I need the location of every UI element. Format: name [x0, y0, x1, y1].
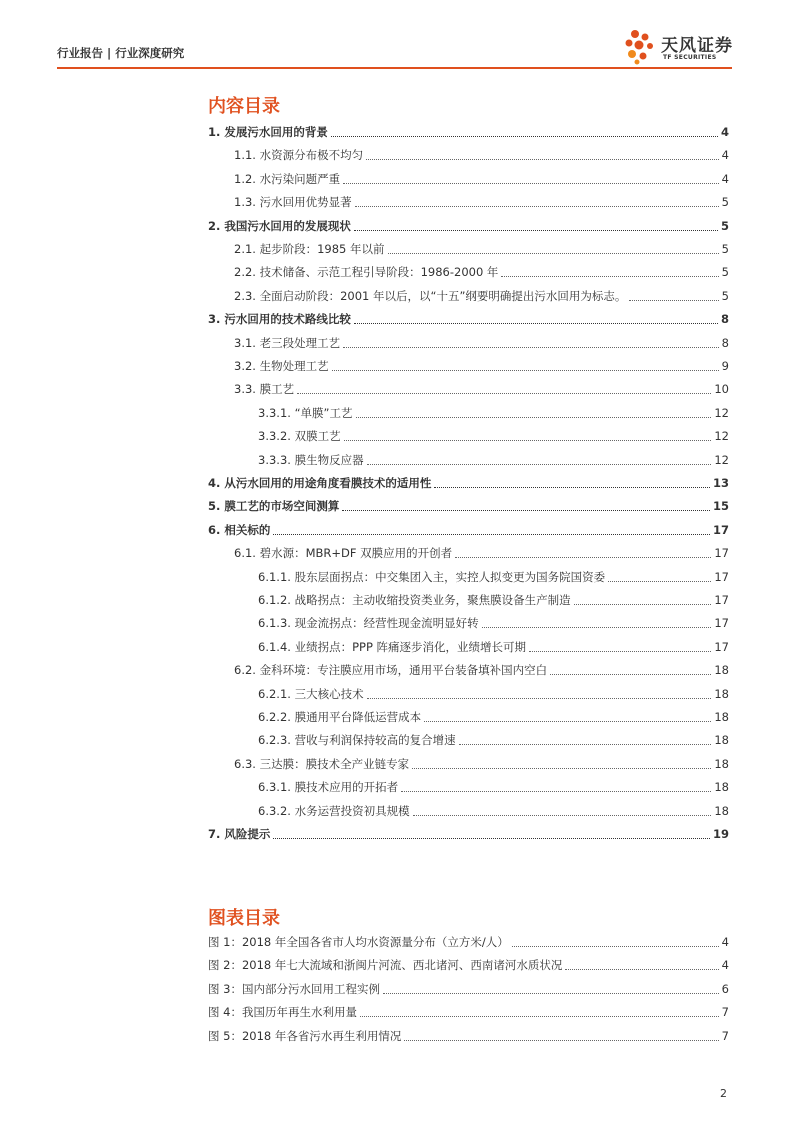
toc-leader-dots — [434, 487, 710, 488]
toc-entry[interactable] — [258, 709, 729, 725]
toc-entry-label: 6.1.1. 股东层面拐点：中交集团入主，实控人拟变更为国务院国资委 — [258, 569, 606, 584]
toc-entry-page: 12 — [714, 429, 729, 444]
toc-leader-dots — [501, 276, 718, 277]
toc-leader-dots — [332, 370, 719, 371]
toc-entry-page: 8 — [720, 312, 729, 327]
toc-entry[interactable] — [258, 732, 729, 748]
toc-entry-page: 12 — [714, 405, 729, 420]
figure-entry-page: 4 — [721, 958, 729, 973]
figure-leader-dots — [565, 969, 718, 970]
figure-entry-label: 图 4：我国历年再生水利用量 — [208, 1005, 357, 1020]
toc-entry-label: 6.1.4. 业绩拐点：PPP 阵痛逐步消化，业绩增长可期 — [258, 639, 527, 654]
figure-entry[interactable] — [208, 981, 729, 997]
toc-entry-page: 17 — [714, 616, 729, 631]
toc-leader-dots — [482, 627, 712, 628]
toc-entry-page: 17 — [714, 593, 729, 607]
toc-entry[interactable] — [234, 171, 729, 187]
toc-entry[interactable] — [234, 288, 729, 304]
toc-entry[interactable] — [258, 405, 729, 421]
logo-name: 天风证券 — [661, 36, 733, 56]
toc-entry[interactable] — [234, 381, 729, 397]
toc-entry-page: 13 — [712, 476, 729, 490]
toc-entry-label: 3.3.2. 双膜工艺 — [258, 429, 341, 444]
toc-entry-label: 2.1. 起步阶段：1985 年以前 — [234, 242, 385, 256]
toc-entry-page: 4 — [721, 171, 729, 186]
company-logo — [623, 28, 733, 66]
figure-leader-dots — [404, 1040, 718, 1041]
toc-leader-dots — [529, 651, 711, 652]
toc-leader-dots — [413, 815, 712, 816]
toc-entry[interactable] — [234, 545, 729, 561]
toc-entry-label: 6. 相关标的 — [208, 522, 271, 537]
toc-entry-label: 7. 风险提示 — [208, 827, 271, 841]
toc-leader-dots — [608, 581, 711, 582]
toc-entry[interactable] — [258, 615, 729, 631]
toc-entry-page: 4 — [721, 148, 729, 163]
toc-leader-dots — [412, 768, 711, 769]
toc-entry-label: 6.3. 三达膜：膜技术全产业链专家 — [234, 756, 410, 771]
figure-entry-label: 图 3：国内部分污水回用工程实例 — [208, 981, 380, 996]
toc-leader-dots — [343, 347, 719, 348]
toc-entry-page: 17 — [714, 546, 729, 561]
toc-entry-label: 5. 膜工艺的市场空间测算 — [208, 499, 340, 514]
toc-entry-page: 8 — [721, 335, 729, 350]
toc-entry-page: 5 — [721, 265, 729, 280]
toc-entry-page: 10 — [714, 382, 729, 397]
toc-entry-label: 6.1.3. 现金流拐点：经营性现金流明显好转 — [258, 616, 479, 631]
header-divider — [57, 67, 732, 69]
header-breadcrumb: 行业报告 | 行业深度研究 — [57, 46, 185, 60]
toc-entry-label: 3. 污水回用的技术路线比较 — [208, 312, 351, 327]
toc-entry[interactable] — [234, 335, 729, 351]
toc-entry-label: 1.2. 水污染问题严重 — [234, 171, 341, 186]
figure-entry-page: 4 — [721, 935, 729, 949]
toc-leader-dots — [401, 791, 711, 792]
toc-entry-label: 3.1. 老三段处理工艺 — [234, 335, 341, 350]
figure-entry-page: 7 — [721, 1005, 729, 1020]
toc-entry-label: 6.1. 碧水源：MBR+DF 双膜应用的开创者 — [234, 546, 453, 561]
toc-entry-label: 4. 从污水回用的用途角度看膜技术的适用性 — [208, 476, 432, 490]
toc-entry-label: 2. 我国污水回用的发展现状 — [208, 218, 351, 233]
toc-entry-page: 17 — [714, 639, 729, 654]
toc-entry-label: 6.2.3. 营收与利润保持较高的复合增速 — [258, 733, 456, 748]
toc-entry-label: 1.3. 污水回用优势显著 — [234, 195, 352, 210]
toc-leader-dots — [459, 744, 712, 745]
page-number: 2 — [720, 1087, 727, 1100]
toc-entry[interactable] — [208, 311, 729, 327]
figure-leader-dots — [383, 993, 719, 994]
toc-entry[interactable] — [258, 779, 729, 795]
toc-entry-page: 18 — [714, 756, 729, 771]
toc-entry[interactable] — [234, 241, 729, 257]
toc-leader-dots — [273, 534, 710, 535]
toc-entry[interactable] — [208, 124, 729, 140]
toc-leader-dots — [355, 206, 719, 207]
toc-entry-page: 5 — [721, 242, 729, 256]
logo-subtitle: TF SECURITIES — [663, 54, 717, 61]
toc-leader-dots — [273, 838, 710, 839]
figure-entry-label: 图 1：2018 年全国各省市人均水资源量分布（立方米/人） — [208, 935, 509, 949]
toc-entry[interactable] — [258, 452, 729, 468]
toc-entry[interactable] — [234, 194, 729, 210]
toc-entry[interactable] — [258, 428, 729, 444]
toc-leader-dots — [331, 136, 718, 137]
toc-entry-page: 9 — [721, 359, 729, 373]
toc-leader-dots — [356, 417, 712, 418]
figure-leader-dots — [360, 1016, 719, 1017]
toc-entry-page: 18 — [714, 803, 729, 818]
toc-entry-page: 4 — [720, 125, 729, 139]
toc-entry-page: 18 — [714, 710, 729, 724]
toc-entry-page: 17 — [712, 522, 729, 537]
toc-entry-label: 1.1. 水资源分布极不均匀 — [234, 148, 364, 163]
toc-leader-dots — [550, 674, 711, 675]
toc-leader-dots — [629, 300, 718, 301]
toc-leader-dots — [297, 393, 711, 394]
toc-entry-label: 6.2.1. 三大核心技术 — [258, 686, 364, 701]
toc-entry-page: 18 — [714, 733, 729, 748]
toc-leader-dots — [424, 721, 711, 722]
toc-leader-dots — [455, 557, 711, 558]
toc-entry-page: 12 — [714, 452, 729, 467]
toc-entry[interactable] — [258, 592, 729, 608]
toc-entry-label: 6.1.2. 战略拐点：主动收缩投资类业务，聚焦膜设备生产制造 — [258, 593, 571, 607]
toc-entry[interactable] — [208, 218, 729, 234]
toc-entry-label: 3.3. 膜工艺 — [234, 382, 295, 397]
toc-entry-label: 6.3.1. 膜技术应用的开拓者 — [258, 780, 399, 795]
figure-entry-page: 6 — [721, 981, 729, 996]
toc-leader-dots — [342, 510, 710, 511]
toc-entry[interactable] — [234, 358, 729, 374]
toc-entry[interactable] — [208, 522, 729, 538]
toc-entry[interactable] — [258, 639, 729, 655]
toc-entry[interactable] — [234, 662, 729, 678]
toc-entry[interactable] — [208, 475, 729, 491]
toc-leader-dots — [367, 464, 712, 465]
toc-entry[interactable] — [258, 569, 729, 585]
toc-entry-label: 6.2.2. 膜通用平台降低运营成本 — [258, 710, 422, 724]
toc-leader-dots — [354, 323, 718, 324]
figure-entry[interactable] — [208, 1028, 729, 1044]
toc-entry-page: 5 — [720, 218, 729, 233]
logo-mark-icon — [623, 28, 659, 66]
toc-entry-label: 3.3.1. “单膜”工艺 — [258, 405, 353, 420]
toc-entry[interactable] — [258, 686, 729, 702]
toc-entry[interactable] — [234, 264, 729, 280]
toc-entry-label: 2.2. 技术储备、示范工程引导阶段：1986-2000 年 — [234, 265, 499, 280]
figures-title: 图表目录 — [208, 908, 280, 929]
toc-entry-page: 5 — [721, 195, 729, 210]
toc-entry-label: 1. 发展污水回用的背景 — [208, 125, 328, 139]
toc-entry-label: 6.2. 金科环境：专注膜应用市场，通用平台装备填补国内空白 — [234, 663, 548, 678]
figure-entry[interactable] — [208, 934, 729, 950]
toc-leader-dots — [354, 230, 718, 231]
toc-leader-dots — [388, 253, 719, 254]
toc-leader-dots — [574, 604, 712, 605]
figure-entry-label: 图 2：2018 年七大流域和浙闽片河流、西北诸河、西南诸河水质状况 — [208, 958, 563, 973]
toc-leader-dots — [367, 698, 712, 699]
figure-entry-label: 图 5：2018 年各省污水再生利用情况 — [208, 1028, 402, 1043]
toc-entry-page: 19 — [712, 827, 729, 841]
toc-entry-page: 17 — [714, 569, 729, 584]
toc-entry-label: 2.3. 全面启动阶段：2001 年以后，以“十五”纲要明确提出污水回用为标志。 — [234, 288, 627, 303]
toc-entry-page: 18 — [714, 686, 729, 701]
toc-entry-page: 15 — [712, 499, 729, 514]
figure-leader-dots — [512, 946, 719, 947]
toc-entry-page: 18 — [714, 780, 729, 795]
toc-entry[interactable] — [234, 756, 729, 772]
toc-entry-page: 18 — [714, 663, 729, 678]
toc-entry[interactable] — [234, 147, 729, 163]
figure-entry[interactable] — [208, 1004, 729, 1020]
toc-entry[interactable] — [208, 498, 729, 514]
toc-leader-dots — [343, 183, 719, 184]
toc-entry-label: 3.2. 生物处理工艺 — [234, 359, 329, 373]
figure-entry[interactable] — [208, 957, 729, 973]
contents-title: 内容目录 — [208, 96, 280, 117]
toc-leader-dots — [366, 159, 719, 160]
toc-entry[interactable] — [258, 803, 729, 819]
toc-entry-page: 5 — [721, 288, 729, 303]
toc-entry[interactable] — [208, 826, 729, 842]
toc-entry-label: 3.3.3. 膜生物反应器 — [258, 452, 364, 467]
figure-entry-page: 7 — [721, 1028, 729, 1043]
toc-leader-dots — [344, 440, 712, 441]
toc-entry-label: 6.3.2. 水务运营投资初具规模 — [258, 803, 410, 818]
